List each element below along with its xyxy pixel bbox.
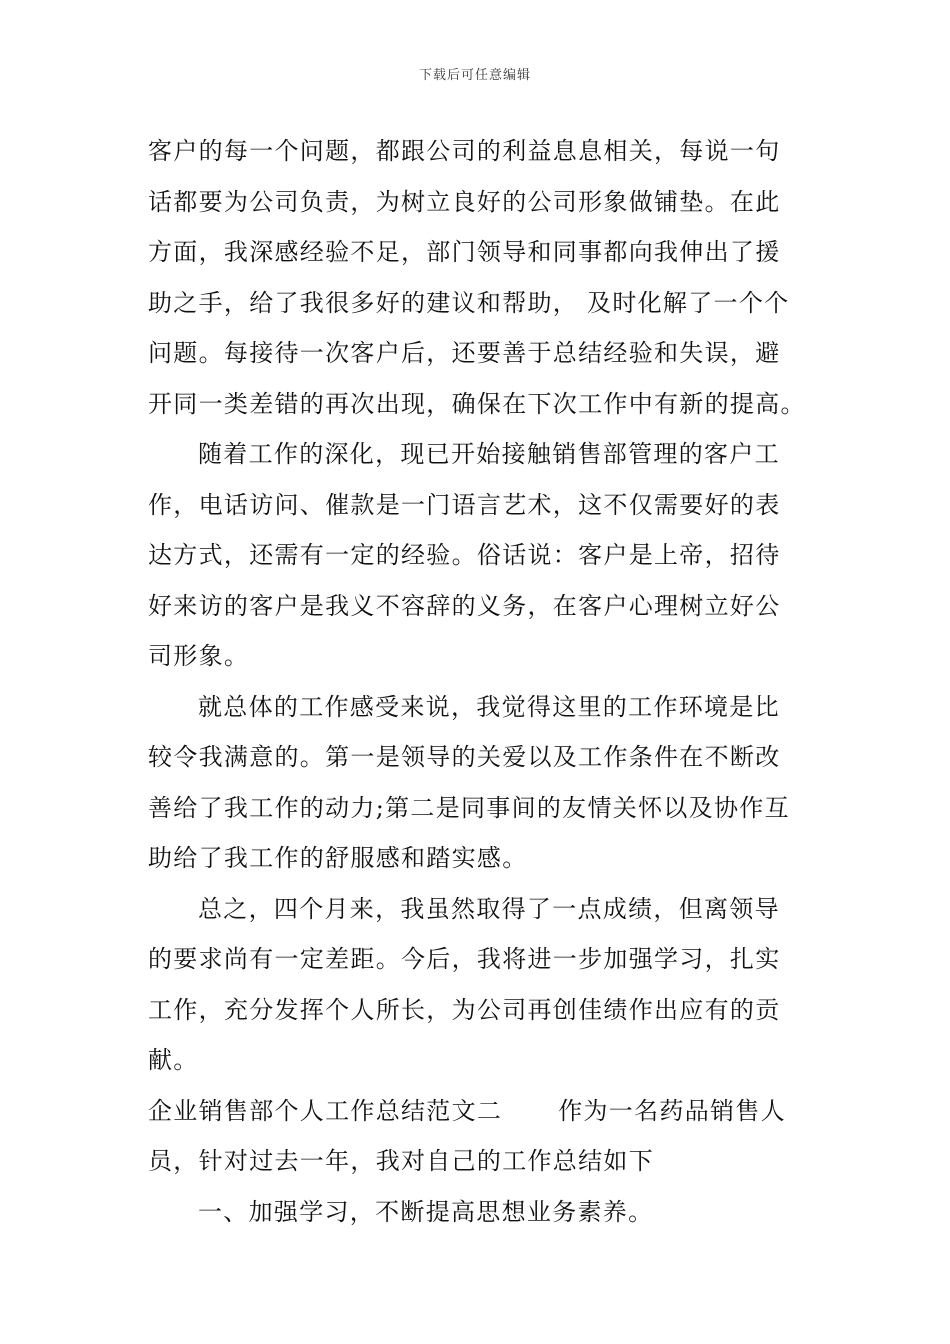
text-line: 问题。每接待一次客户后，还要善于总结经验和失误，避 bbox=[148, 339, 781, 367]
document-body bbox=[148, 126, 808, 1237]
text-line: 话都要为公司负责，为树立良好的公司形象做铺垫。在此 bbox=[148, 187, 781, 216]
text-line: 司形象。 bbox=[148, 642, 250, 670]
paragraph bbox=[148, 429, 808, 682]
text-line: 助之手，给了我很多好的建议和帮助， 及时化解了一个个 bbox=[148, 288, 790, 317]
section-intro bbox=[148, 1086, 808, 1187]
page-header: 下载后可任意编辑 bbox=[418, 68, 531, 83]
text-line: 好来访的客户是我义不容辞的义务，在客户心理树立好公 bbox=[148, 591, 781, 620]
text-line: 方面，我深感经验不足，部门领导和同事都向我伸出了援 bbox=[148, 238, 781, 266]
text-line: 总之，四个月来，我虽然取得了一点成绩，但离领导 bbox=[198, 894, 780, 923]
text-line: 献。 bbox=[148, 1046, 199, 1074]
text-line: 随着工作的深化，现已开始接触销售部管理的客户工 bbox=[198, 440, 780, 468]
section-intro-start: 作为一名药品销售人 bbox=[558, 1096, 786, 1125]
text-line: 客户的每一个问题，都跟公司的利益息息相关，每说一句 bbox=[148, 137, 781, 165]
text-line: 助给了我工作的舒服感和踏实感。 bbox=[148, 844, 528, 872]
section-title: 企业销售部个人工作总结范文二 bbox=[148, 1096, 503, 1125]
text-line: 较令我满意的。第一是领导的关爱以及工作条件在不断改 bbox=[148, 743, 781, 771]
text-line: 作，电话访问、催款是一门语言艺术，这不仅需要好的表 bbox=[148, 490, 781, 519]
paragraph bbox=[148, 682, 808, 884]
paragraph bbox=[148, 126, 808, 429]
text-line: 善给了我工作的动力;第二是同事间的友情关怀以及协作互 bbox=[148, 793, 790, 822]
paragraph bbox=[148, 884, 808, 1086]
text-line: 就总体的工作感受来说，我觉得这里的工作环境是比 bbox=[198, 692, 780, 721]
text-line: 的要求尚有一定差距。今后，我将进一步加强学习，扎实 bbox=[148, 945, 781, 973]
text-line: 开同一类差错的再次出现，确保在下次工作中有新的提高。 bbox=[148, 389, 806, 418]
paragraph bbox=[148, 1187, 808, 1238]
section-title-line bbox=[148, 1086, 808, 1137]
text-line: 达方式，还需有一定的经验。俗话说：客户是上帝，招待 bbox=[148, 541, 781, 569]
subheading: 一、加强学习，不断提高思想业务素养。 bbox=[198, 1197, 654, 1226]
text-line: 员，针对过去一年，我对自己的工作总结如下 bbox=[148, 1147, 654, 1175]
text-line: 工作，充分发挥个人所长，为公司再创佳绩作出应有的贡 bbox=[148, 995, 781, 1024]
